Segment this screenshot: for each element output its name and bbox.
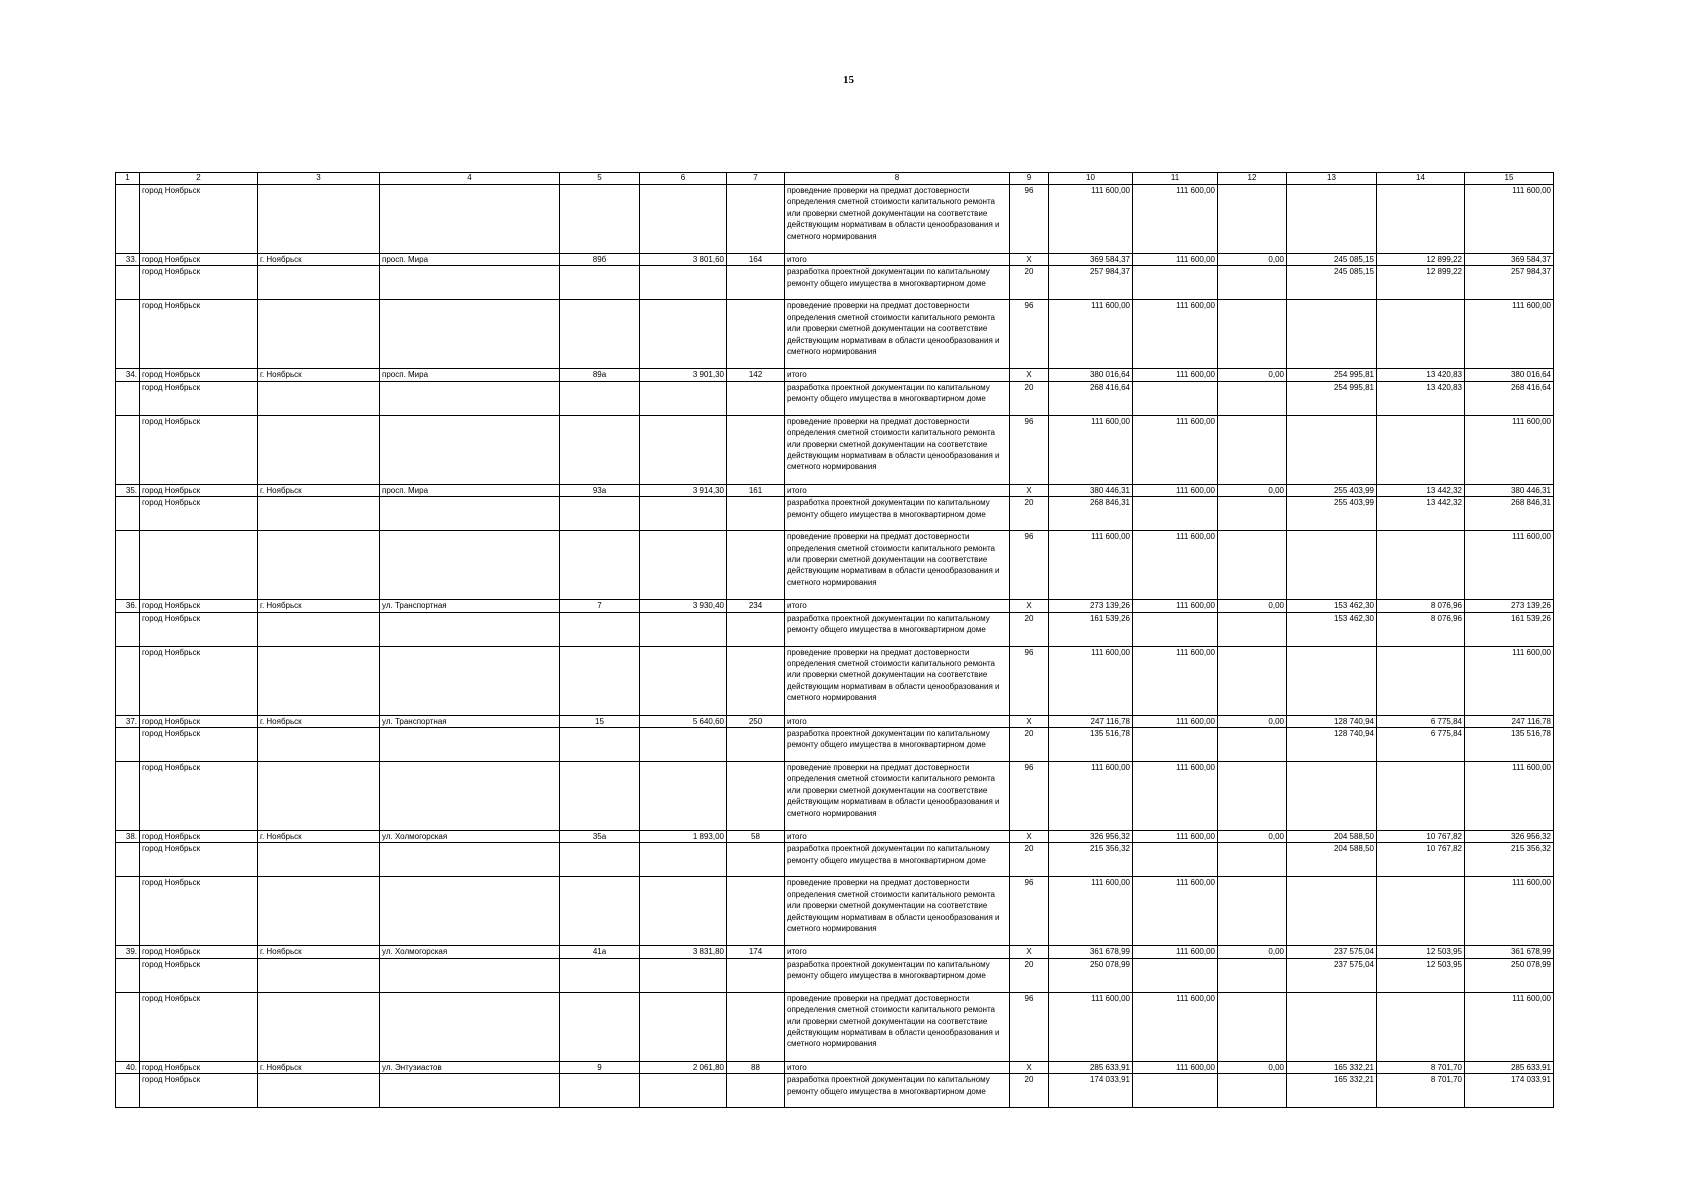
work-type-cell: итого bbox=[785, 254, 1010, 266]
street-cell: ул. Транспортная bbox=[380, 600, 560, 612]
amount-cell: 13 442,32 bbox=[1377, 484, 1465, 496]
amount-cell: 0,00 bbox=[1218, 946, 1287, 958]
amount-cell: 111 600,00 bbox=[1465, 531, 1554, 600]
amount-cell: 161 539,26 bbox=[1049, 612, 1133, 646]
street-cell: просп. Мира bbox=[380, 254, 560, 266]
code-cell: 20 bbox=[1010, 843, 1049, 877]
residents-cell: 174 bbox=[727, 946, 785, 958]
code-cell: X bbox=[1010, 484, 1049, 496]
amount-cell: 268 416,64 bbox=[1049, 381, 1133, 415]
municipality-cell: город Ноябрьск bbox=[140, 484, 258, 496]
row-index-cell: 35. bbox=[116, 484, 140, 496]
amount-cell: 111 600,00 bbox=[1049, 762, 1133, 831]
code-cell: 20 bbox=[1010, 958, 1049, 992]
amount-cell: 111 600,00 bbox=[1049, 992, 1133, 1061]
area-cell: 2 061,80 bbox=[640, 1061, 727, 1073]
amount-cell: 247 116,78 bbox=[1049, 715, 1133, 727]
table-row bbox=[116, 992, 1554, 1061]
municipality-cell: город Ноябрьск bbox=[140, 497, 258, 531]
amount-cell: 111 600,00 bbox=[1049, 300, 1133, 369]
municipality-cell: город Ноябрьск bbox=[140, 1061, 258, 1073]
amount-cell: 237 575,04 bbox=[1287, 946, 1377, 958]
column-number: 6 bbox=[640, 173, 727, 185]
amount-cell: 380 446,31 bbox=[1049, 484, 1133, 496]
city-cell: г. Ноябрьск bbox=[258, 254, 380, 266]
code-cell: 96 bbox=[1010, 531, 1049, 600]
house-number-cell: 7 bbox=[560, 600, 640, 612]
work-type-cell: итого bbox=[785, 831, 1010, 843]
code-cell: X bbox=[1010, 946, 1049, 958]
residents-cell: 161 bbox=[727, 484, 785, 496]
table-row bbox=[116, 185, 1554, 254]
residents-cell: 58 bbox=[727, 831, 785, 843]
amount-cell: 285 633,91 bbox=[1049, 1061, 1133, 1073]
amount-cell: 0,00 bbox=[1218, 600, 1287, 612]
column-number: 15 bbox=[1465, 173, 1554, 185]
amount-cell: 111 600,00 bbox=[1049, 531, 1133, 600]
residents-cell: 250 bbox=[727, 715, 785, 727]
row-index-cell: 34. bbox=[116, 369, 140, 381]
amount-cell: 111 600,00 bbox=[1133, 484, 1218, 496]
amount-cell: 10 767,82 bbox=[1377, 843, 1465, 877]
municipality-cell: город Ноябрьск bbox=[140, 646, 258, 715]
work-type-cell: итого bbox=[785, 600, 1010, 612]
amount-cell: 128 740,94 bbox=[1287, 715, 1377, 727]
page-number: 15 bbox=[843, 74, 854, 86]
amount-cell: 326 956,32 bbox=[1049, 831, 1133, 843]
capital-repair-table bbox=[115, 172, 1554, 1108]
code-cell: X bbox=[1010, 600, 1049, 612]
work-type-cell: разработка проектной документации по капитальному ремонту общего имущества в многоквартирном доме bbox=[785, 958, 1010, 992]
municipality-cell bbox=[140, 531, 258, 600]
house-number-cell: 15 bbox=[560, 715, 640, 727]
residents-cell: 234 bbox=[727, 600, 785, 612]
municipality-cell: город Ноябрьск bbox=[140, 958, 258, 992]
amount-cell: 6 775,84 bbox=[1377, 715, 1465, 727]
municipality-cell: город Ноябрьск bbox=[140, 843, 258, 877]
amount-cell: 204 588,50 bbox=[1287, 843, 1377, 877]
amount-cell: 10 767,82 bbox=[1377, 831, 1465, 843]
municipality-cell: город Ноябрьск bbox=[140, 300, 258, 369]
amount-cell: 111 600,00 bbox=[1133, 715, 1218, 727]
amount-cell: 165 332,21 bbox=[1287, 1061, 1377, 1073]
municipality-cell: город Ноябрьск bbox=[140, 415, 258, 484]
work-type-cell: итого bbox=[785, 369, 1010, 381]
amount-cell: 174 033,91 bbox=[1465, 1074, 1554, 1108]
work-type-cell: итого bbox=[785, 946, 1010, 958]
row-index-cell: 33. bbox=[116, 254, 140, 266]
row-index-cell: 39. bbox=[116, 946, 140, 958]
amount-cell: 8 076,96 bbox=[1377, 600, 1465, 612]
amount-cell: 268 846,31 bbox=[1049, 497, 1133, 531]
municipality-cell: город Ноябрьск bbox=[140, 946, 258, 958]
code-cell: 96 bbox=[1010, 415, 1049, 484]
amount-cell: 6 775,84 bbox=[1377, 728, 1465, 762]
municipality-cell: город Ноябрьск bbox=[140, 369, 258, 381]
work-type-cell: проведение проверки на предмат достоверности определения сметной стоимости капитального ремонта или проверки сметной документации на соответствие действующим нормативам в области ценообразования и сметного нормирования bbox=[785, 646, 1010, 715]
work-type-cell: проведение проверки на предмат достоверности определения сметной стоимости капитального ремонта или проверки сметной документации на соответствие действующим нормативам в области ценообразования и сметного нормирования bbox=[785, 531, 1010, 600]
code-cell: 20 bbox=[1010, 381, 1049, 415]
row-index-cell: 36. bbox=[116, 600, 140, 612]
amount-cell: 111 600,00 bbox=[1133, 992, 1218, 1061]
table-row bbox=[116, 728, 1554, 762]
row-index-cell: 37. bbox=[116, 715, 140, 727]
amount-cell: 153 462,30 bbox=[1287, 600, 1377, 612]
amount-cell: 111 600,00 bbox=[1133, 185, 1218, 254]
amount-cell: 254 995,81 bbox=[1287, 381, 1377, 415]
table-body bbox=[116, 185, 1554, 1108]
house-number-cell: 89а bbox=[560, 369, 640, 381]
code-cell: X bbox=[1010, 1061, 1049, 1073]
code-cell: 20 bbox=[1010, 1074, 1049, 1108]
area-cell: 3 831,80 bbox=[640, 946, 727, 958]
amount-cell: 12 503,95 bbox=[1377, 958, 1465, 992]
municipality-cell: город Ноябрьск bbox=[140, 715, 258, 727]
city-cell: г. Ноябрьск bbox=[258, 715, 380, 727]
code-cell: X bbox=[1010, 254, 1049, 266]
column-number: 1 bbox=[116, 173, 140, 185]
house-number-cell: 41а bbox=[560, 946, 640, 958]
amount-cell: 135 516,78 bbox=[1465, 728, 1554, 762]
residents-cell: 142 bbox=[727, 369, 785, 381]
amount-cell: 254 995,81 bbox=[1287, 369, 1377, 381]
amount-cell: 111 600,00 bbox=[1133, 254, 1218, 266]
municipality-cell: город Ноябрьск bbox=[140, 185, 258, 254]
street-cell: ул. Энтузиастов bbox=[380, 1061, 560, 1073]
residents-cell: 88 bbox=[727, 1061, 785, 1073]
amount-cell: 111 600,00 bbox=[1465, 762, 1554, 831]
amount-cell: 12 899,22 bbox=[1377, 254, 1465, 266]
amount-cell: 111 600,00 bbox=[1133, 646, 1218, 715]
column-number: 14 bbox=[1377, 173, 1465, 185]
code-cell: 20 bbox=[1010, 728, 1049, 762]
amount-cell: 215 356,32 bbox=[1465, 843, 1554, 877]
amount-cell: 13 420,83 bbox=[1377, 381, 1465, 415]
amount-cell: 111 600,00 bbox=[1465, 415, 1554, 484]
amount-cell: 361 678,99 bbox=[1465, 946, 1554, 958]
amount-cell: 250 078,99 bbox=[1049, 958, 1133, 992]
amount-cell: 174 033,91 bbox=[1049, 1074, 1133, 1108]
column-number: 8 bbox=[785, 173, 1010, 185]
amount-cell: 153 462,30 bbox=[1287, 612, 1377, 646]
work-type-cell: разработка проектной документации по капитальному ремонту общего имущества в многоквартирном доме bbox=[785, 266, 1010, 300]
code-cell: 20 bbox=[1010, 266, 1049, 300]
amount-cell: 0,00 bbox=[1218, 369, 1287, 381]
work-type-cell: проведение проверки на предмат достоверности определения сметной стоимости капитального ремонта или проверки сметной документации на соответствие действующим нормативам в области ценообразования и сметного нормирования bbox=[785, 992, 1010, 1061]
table-row bbox=[116, 369, 1554, 381]
work-type-cell: разработка проектной документации по капитальному ремонту общего имущества в многоквартирном доме bbox=[785, 843, 1010, 877]
amount-cell: 361 678,99 bbox=[1049, 946, 1133, 958]
amount-cell: 111 600,00 bbox=[1133, 1061, 1218, 1073]
municipality-cell: город Ноябрьск bbox=[140, 1074, 258, 1108]
street-cell: просп. Мира bbox=[380, 484, 560, 496]
house-number-cell: 93а bbox=[560, 484, 640, 496]
column-number: 13 bbox=[1287, 173, 1377, 185]
table-row bbox=[116, 646, 1554, 715]
column-number: 2 bbox=[140, 173, 258, 185]
residents-cell: 164 bbox=[727, 254, 785, 266]
work-type-cell: разработка проектной документации по капитальному ремонту общего имущества в многоквартирном доме bbox=[785, 381, 1010, 415]
street-cell: ул. Холмогорская bbox=[380, 946, 560, 958]
area-cell: 1 893,00 bbox=[640, 831, 727, 843]
work-type-cell: разработка проектной документации по капитальному ремонту общего имущества в многоквартирном доме bbox=[785, 612, 1010, 646]
amount-cell: 268 416,64 bbox=[1465, 381, 1554, 415]
code-cell: X bbox=[1010, 369, 1049, 381]
municipality-cell: город Ноябрьск bbox=[140, 381, 258, 415]
municipality-cell: город Ноябрьск bbox=[140, 266, 258, 300]
area-cell: 5 640,60 bbox=[640, 715, 727, 727]
column-number: 4 bbox=[380, 173, 560, 185]
table-row bbox=[116, 762, 1554, 831]
amount-cell: 0,00 bbox=[1218, 831, 1287, 843]
amount-cell: 0,00 bbox=[1218, 254, 1287, 266]
code-cell: 96 bbox=[1010, 762, 1049, 831]
amount-cell: 111 600,00 bbox=[1465, 877, 1554, 946]
amount-cell: 285 633,91 bbox=[1465, 1061, 1554, 1073]
city-cell: г. Ноябрьск bbox=[258, 369, 380, 381]
amount-cell: 111 600,00 bbox=[1133, 600, 1218, 612]
table-row bbox=[116, 266, 1554, 300]
table-row bbox=[116, 1074, 1554, 1108]
column-number: 3 bbox=[258, 173, 380, 185]
table-row bbox=[116, 715, 1554, 727]
row-index-cell: 38. bbox=[116, 831, 140, 843]
amount-cell: 0,00 bbox=[1218, 715, 1287, 727]
municipality-cell: город Ноябрьск bbox=[140, 600, 258, 612]
amount-cell: 111 600,00 bbox=[1465, 992, 1554, 1061]
amount-cell: 13 442,32 bbox=[1377, 497, 1465, 531]
amount-cell: 111 600,00 bbox=[1465, 300, 1554, 369]
amount-cell: 380 016,64 bbox=[1049, 369, 1133, 381]
column-number: 7 bbox=[727, 173, 785, 185]
table-row bbox=[116, 381, 1554, 415]
municipality-cell: город Ноябрьск bbox=[140, 992, 258, 1061]
amount-cell: 111 600,00 bbox=[1049, 877, 1133, 946]
column-number: 10 bbox=[1049, 173, 1133, 185]
house-number-cell: 89б bbox=[560, 254, 640, 266]
amount-cell: 369 584,37 bbox=[1465, 254, 1554, 266]
municipality-cell: город Ноябрьск bbox=[140, 728, 258, 762]
table-row bbox=[116, 415, 1554, 484]
amount-cell: 273 139,26 bbox=[1049, 600, 1133, 612]
amount-cell: 111 600,00 bbox=[1465, 646, 1554, 715]
work-type-cell: итого bbox=[785, 1061, 1010, 1073]
amount-cell: 13 420,83 bbox=[1377, 369, 1465, 381]
amount-cell: 255 403,99 bbox=[1287, 497, 1377, 531]
area-cell: 3 914,30 bbox=[640, 484, 727, 496]
amount-cell: 273 139,26 bbox=[1465, 600, 1554, 612]
city-cell: г. Ноябрьск bbox=[258, 831, 380, 843]
amount-cell: 111 600,00 bbox=[1133, 946, 1218, 958]
table-row bbox=[116, 612, 1554, 646]
amount-cell: 111 600,00 bbox=[1133, 369, 1218, 381]
amount-cell: 165 332,21 bbox=[1287, 1074, 1377, 1108]
amount-cell: 255 403,99 bbox=[1287, 484, 1377, 496]
amount-cell: 111 600,00 bbox=[1133, 762, 1218, 831]
amount-cell: 257 984,37 bbox=[1465, 266, 1554, 300]
municipality-cell: город Ноябрьск bbox=[140, 612, 258, 646]
amount-cell: 247 116,78 bbox=[1465, 715, 1554, 727]
work-type-cell: итого bbox=[785, 484, 1010, 496]
street-cell: просп. Мира bbox=[380, 369, 560, 381]
table-row bbox=[116, 300, 1554, 369]
table-row bbox=[116, 600, 1554, 612]
code-cell: 96 bbox=[1010, 300, 1049, 369]
amount-cell: 204 588,50 bbox=[1287, 831, 1377, 843]
street-cell: ул. Транспортная bbox=[380, 715, 560, 727]
work-type-cell: разработка проектной документации по капитальному ремонту общего имущества в многоквартирном доме bbox=[785, 497, 1010, 531]
amount-cell: 111 600,00 bbox=[1133, 300, 1218, 369]
city-cell: г. Ноябрьск bbox=[258, 1061, 380, 1073]
column-number: 11 bbox=[1133, 173, 1218, 185]
amount-cell: 8 701,70 bbox=[1377, 1061, 1465, 1073]
code-cell: 20 bbox=[1010, 497, 1049, 531]
work-type-cell: разработка проектной документации по капитальному ремонту общего имущества в многоквартирном доме bbox=[785, 1074, 1010, 1108]
amount-cell: 111 600,00 bbox=[1133, 877, 1218, 946]
amount-cell: 161 539,26 bbox=[1465, 612, 1554, 646]
column-number: 9 bbox=[1010, 173, 1049, 185]
amount-cell: 12 899,22 bbox=[1377, 266, 1465, 300]
table-row bbox=[116, 843, 1554, 877]
amount-cell: 12 503,95 bbox=[1377, 946, 1465, 958]
amount-cell: 8 076,96 bbox=[1377, 612, 1465, 646]
amount-cell: 380 446,31 bbox=[1465, 484, 1554, 496]
table-row bbox=[116, 497, 1554, 531]
code-cell: X bbox=[1010, 831, 1049, 843]
table-row bbox=[116, 958, 1554, 992]
table-row bbox=[116, 877, 1554, 946]
row-index-cell: 40. bbox=[116, 1061, 140, 1073]
area-cell: 3 930,40 bbox=[640, 600, 727, 612]
work-type-cell: проведение проверки на предмат достоверности определения сметной стоимости капитального ремонта или проверки сметной документации на соответствие действующим нормативам в области ценообразования и сметного нормирования bbox=[785, 415, 1010, 484]
municipality-cell: город Ноябрьск bbox=[140, 762, 258, 831]
table-row bbox=[116, 254, 1554, 266]
amount-cell: 111 600,00 bbox=[1465, 185, 1554, 254]
work-type-cell: проведение проверки на предмат достоверности определения сметной стоимости капитального ремонта или проверки сметной документации на соответствие действующим нормативам в области ценообразования и сметного нормирования bbox=[785, 877, 1010, 946]
work-type-cell: итого bbox=[785, 715, 1010, 727]
city-cell: г. Ноябрьск bbox=[258, 484, 380, 496]
municipality-cell: город Ноябрьск bbox=[140, 254, 258, 266]
amount-cell: 8 701,70 bbox=[1377, 1074, 1465, 1108]
code-cell: 96 bbox=[1010, 877, 1049, 946]
amount-cell: 111 600,00 bbox=[1133, 831, 1218, 843]
amount-cell: 369 584,37 bbox=[1049, 254, 1133, 266]
amount-cell: 237 575,04 bbox=[1287, 958, 1377, 992]
municipality-cell: город Ноябрьск bbox=[140, 831, 258, 843]
house-number-cell: 9 bbox=[560, 1061, 640, 1073]
amount-cell: 257 984,37 bbox=[1049, 266, 1133, 300]
table-row bbox=[116, 831, 1554, 843]
column-number: 12 bbox=[1218, 173, 1287, 185]
amount-cell: 111 600,00 bbox=[1133, 415, 1218, 484]
amount-cell: 128 740,94 bbox=[1287, 728, 1377, 762]
table-row bbox=[116, 946, 1554, 958]
amount-cell: 111 600,00 bbox=[1049, 185, 1133, 254]
amount-cell: 0,00 bbox=[1218, 1061, 1287, 1073]
work-type-cell: разработка проектной документации по капитальному ремонту общего имущества в многоквартирном доме bbox=[785, 728, 1010, 762]
amount-cell: 0,00 bbox=[1218, 484, 1287, 496]
table-row bbox=[116, 484, 1554, 496]
municipality-cell: город Ноябрьск bbox=[140, 877, 258, 946]
work-type-cell: проведение проверки на предмат достоверности определения сметной стоимости капитального ремонта или проверки сметной документации на соответствие действующим нормативам в области ценообразования и сметного нормирования bbox=[785, 185, 1010, 254]
city-cell: г. Ноябрьск bbox=[258, 946, 380, 958]
amount-cell: 268 846,31 bbox=[1465, 497, 1554, 531]
street-cell: ул. Холмогорская bbox=[380, 831, 560, 843]
column-number-row bbox=[116, 173, 1554, 185]
amount-cell: 380 016,64 bbox=[1465, 369, 1554, 381]
amount-cell: 111 600,00 bbox=[1049, 415, 1133, 484]
amount-cell: 250 078,99 bbox=[1465, 958, 1554, 992]
amount-cell: 215 356,32 bbox=[1049, 843, 1133, 877]
amount-cell: 245 085,15 bbox=[1287, 266, 1377, 300]
city-cell: г. Ноябрьск bbox=[258, 600, 380, 612]
work-type-cell: проведение проверки на предмат достоверности определения сметной стоимости капитального ремонта или проверки сметной документации на соответствие действующим нормативам в области ценообразования и сметного нормирования bbox=[785, 762, 1010, 831]
amount-cell: 326 956,32 bbox=[1465, 831, 1554, 843]
code-cell: X bbox=[1010, 715, 1049, 727]
table-row bbox=[116, 531, 1554, 600]
column-number: 5 bbox=[560, 173, 640, 185]
area-cell: 3 801,60 bbox=[640, 254, 727, 266]
code-cell: 96 bbox=[1010, 646, 1049, 715]
code-cell: 96 bbox=[1010, 992, 1049, 1061]
house-number-cell: 35а bbox=[560, 831, 640, 843]
table-row bbox=[116, 1061, 1554, 1073]
area-cell: 3 901,30 bbox=[640, 369, 727, 381]
amount-cell: 111 600,00 bbox=[1133, 531, 1218, 600]
amount-cell: 111 600,00 bbox=[1049, 646, 1133, 715]
code-cell: 96 bbox=[1010, 185, 1049, 254]
amount-cell: 245 085,15 bbox=[1287, 254, 1377, 266]
amount-cell: 135 516,78 bbox=[1049, 728, 1133, 762]
code-cell: 20 bbox=[1010, 612, 1049, 646]
work-type-cell: проведение проверки на предмат достоверности определения сметной стоимости капитального ремонта или проверки сметной документации на соответствие действующим нормативам в области ценообразования и сметного нормирования bbox=[785, 300, 1010, 369]
